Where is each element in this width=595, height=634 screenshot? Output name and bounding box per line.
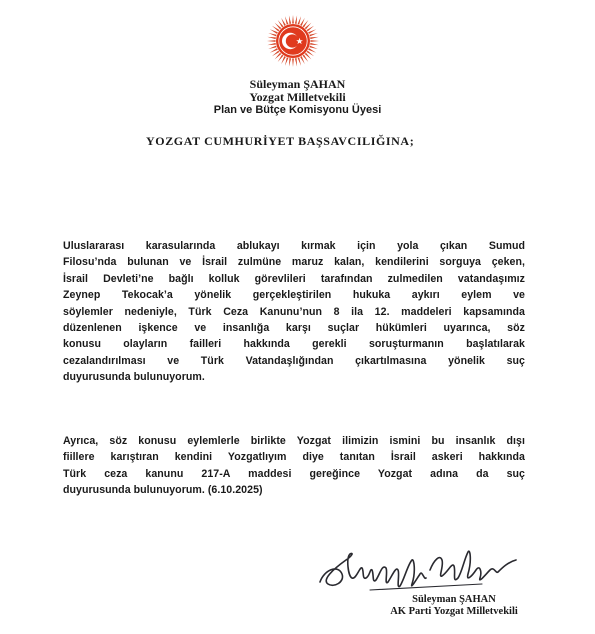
emblem-ray bbox=[292, 15, 294, 24]
signature-block bbox=[374, 594, 534, 618]
paragraph-line: Filosu’nda bulunan ve İsrail zulmüne maruz kalan, kendilerini sorguya çeken, bbox=[63, 256, 525, 269]
emblem-ray bbox=[295, 58, 297, 67]
paragraph-line: Uluslararası karasularında ablukayı kırmak için yola çıkan Sumud bbox=[63, 240, 525, 252]
emblem-ray bbox=[308, 29, 316, 34]
emblem-ray bbox=[268, 46, 276, 49]
paragraph-line: duyurusunda bulunuyorum. bbox=[63, 371, 205, 384]
sender-title: Yozgat Milletvekili bbox=[249, 90, 346, 104]
emblem-ray bbox=[300, 56, 305, 64]
sender-header bbox=[0, 78, 595, 117]
tbmm-emblem-icon bbox=[266, 14, 320, 68]
paragraph-line: duyurusunda bulunuyorum. (6.10.2025) bbox=[63, 484, 263, 497]
emblem-ray bbox=[310, 43, 319, 45]
emblem-ray bbox=[267, 40, 276, 42]
emblem-ray bbox=[310, 37, 319, 39]
emblem-ray bbox=[267, 43, 276, 45]
emblem-ray bbox=[270, 48, 278, 53]
emblem-ray bbox=[267, 37, 276, 39]
paragraph-line: söylemler nedeniyle, Türk Ceza Kanunu’nun 8 ila 12. maddeleri kapsamında bbox=[63, 305, 525, 318]
paragraph-line: Türk ceza kanunu 217-A maddesi gereğince Yozgat adına da suç bbox=[63, 467, 525, 480]
signatory-title: AK Parti Yozgat Milletvekili bbox=[390, 606, 518, 617]
emblem-ray bbox=[285, 16, 288, 24]
emblem-ray bbox=[268, 33, 276, 36]
emblem-ray bbox=[289, 58, 291, 67]
handwritten-signature-icon bbox=[312, 530, 524, 602]
sender-committee: Plan ve Bütçe Komisyonu Üyesi bbox=[213, 104, 382, 116]
paragraph-line: fiillere karıştıran kendini Yozgatlıyım diye tanıtan İsrail askeri hakkında bbox=[63, 451, 525, 464]
emblem-ray bbox=[295, 15, 297, 24]
emblem-ray bbox=[289, 15, 291, 24]
paragraph-line: Ayrıca, söz konusu eylemlerle birlikte Yozgat ilimizin ismini bu insanlık dışı bbox=[63, 435, 525, 447]
emblem-ray bbox=[310, 40, 319, 42]
paragraph-1 bbox=[63, 238, 525, 386]
emblem-ray bbox=[300, 18, 305, 26]
emblem-ray bbox=[285, 57, 288, 65]
paragraph-line: Zeynep Tekocak’a yönelik gerçekleştirilen hukuka aykırı eylem ve bbox=[63, 289, 525, 302]
paragraph-line: düzenlenen işkence ve insanlığa karşı suçlar hükümleri uyarınca, söz bbox=[63, 322, 525, 335]
addressee-heading: YOZGAT CUMHURİYET BAŞSAVCILIĞINA; bbox=[146, 134, 415, 148]
emblem-ray bbox=[298, 16, 301, 24]
emblem-ray bbox=[281, 56, 286, 64]
paragraph-line: cezalandırılması ve Türk Vatandaşlığından çıkartılmasına yönelik suç bbox=[63, 354, 525, 367]
sender-name: Süleyman ŞAHAN bbox=[249, 77, 346, 91]
emblem-ray bbox=[309, 46, 317, 49]
emblem-ray bbox=[298, 57, 301, 65]
paragraph-2 bbox=[63, 433, 525, 499]
emblem-ray bbox=[281, 18, 286, 26]
emblem-ray bbox=[292, 58, 294, 67]
emblem-ray bbox=[308, 48, 316, 53]
paragraph-line: İsrail Devleti’ne bağlı kolluk görevlileri tarafından zulmedilen vatandaşımız bbox=[63, 272, 525, 285]
signatory-name: Süleyman ŞAHAN bbox=[412, 594, 496, 605]
emblem-ray bbox=[309, 33, 317, 36]
paragraph-line: konusu olayların failleri hakkında gerekli soruşturmanın başlatılarak bbox=[63, 338, 525, 351]
emblem-ray bbox=[270, 29, 278, 34]
